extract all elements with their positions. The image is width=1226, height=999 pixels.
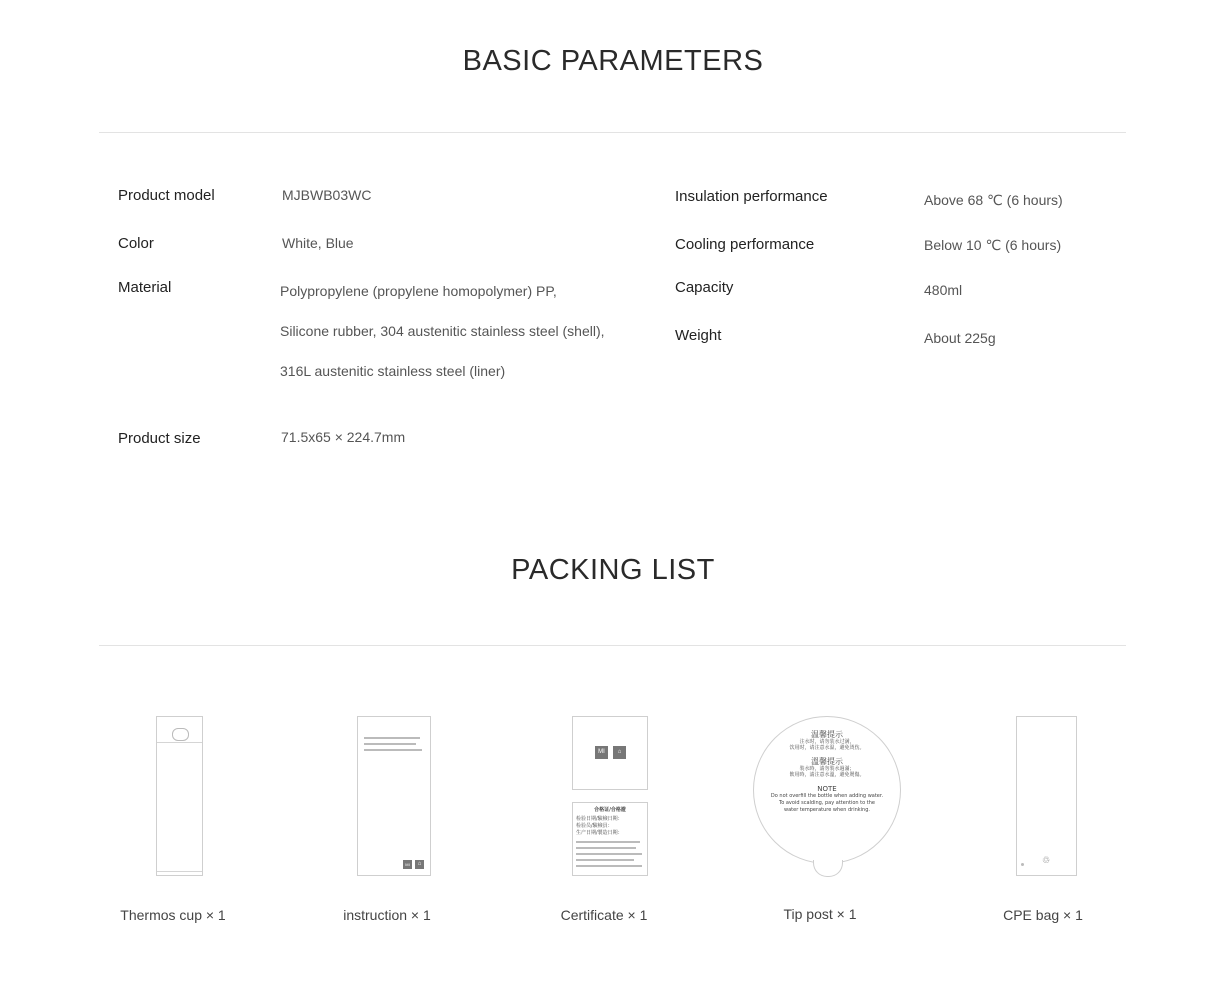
certificate-row: 生产日期/製造日期： — [576, 830, 623, 836]
basic-parameters-title: BASIC PARAMETERS — [462, 45, 764, 77]
section-divider — [99, 645, 1126, 646]
tip-line: 注水时，请勿装水过满， — [799, 739, 855, 745]
param-label: Color — [118, 235, 154, 252]
home-logo-icon: ⌂ — [415, 860, 424, 869]
param-value: Below 10 ℃ (6 hours) — [924, 237, 1062, 253]
param-label: Product model — [118, 187, 215, 204]
tip-line: 飲用時，請注意水溫，避免燙傷。 — [789, 772, 865, 778]
param-label: Cooling performance — [675, 236, 815, 253]
recycle-icon: ♲ — [1042, 855, 1051, 865]
thermos-cup-icon — [156, 716, 203, 876]
param-value-line: Polypropylene (propylene homopolymer) PP, — [280, 283, 557, 299]
tip-line: 裝水時，請勿裝水過滿； — [799, 766, 855, 772]
section-divider — [99, 132, 1126, 133]
param-value: About 225g — [924, 330, 996, 346]
tip-post-tab — [813, 860, 843, 877]
certificate-row: 检验日期/驗檢日期： — [576, 816, 623, 822]
param-label: Material — [118, 279, 172, 296]
param-label: Weight — [675, 327, 722, 344]
packing-item-caption: Certificate × 1 — [560, 907, 648, 923]
param-value-line: 316L austenitic stainless steel (liner) — [280, 363, 506, 379]
param-value: 71.5x65 × 224.7mm — [281, 429, 406, 445]
packing-item-caption: Tip post × 1 — [783, 906, 857, 922]
certificate-heading: 合格证/合格證 — [594, 807, 626, 813]
param-value: MJBWB03WC — [282, 187, 372, 203]
cpe-bag-icon — [1016, 716, 1077, 876]
certificate-label-icon — [572, 802, 648, 876]
param-label: Product size — [118, 430, 201, 447]
mi-logo-icon: MI — [403, 860, 412, 869]
tip-note-line: To avoid scalding, pay attention to the — [779, 800, 875, 806]
tip-post-sticker-icon — [753, 716, 901, 864]
mi-logo-icon: MI — [595, 746, 608, 759]
tip-line: 饮用时，请注意水温，避免烫伤。 — [789, 745, 865, 751]
packing-item-caption: Thermos cup × 1 — [120, 907, 226, 923]
tip-heading: 温馨提示 — [811, 730, 843, 739]
param-value: White, Blue — [282, 235, 354, 251]
certificate-card-icon — [572, 716, 648, 790]
instruction-sheet-icon — [357, 716, 431, 876]
tip-note-line: Do not overfill the bottle when adding water. — [770, 793, 884, 799]
param-value: Above 68 ℃ (6 hours) — [924, 192, 1063, 208]
param-value-line: Silicone rubber, 304 austenitic stainless steel (shell), — [280, 323, 605, 339]
packing-item-caption: CPE bag × 1 — [1003, 907, 1083, 923]
param-value: 480ml — [924, 282, 963, 298]
param-label: Insulation performance — [675, 188, 828, 205]
param-label: Capacity — [675, 279, 734, 296]
tip-heading: 溫馨提示 — [811, 757, 843, 766]
packing-list-title: PACKING LIST — [511, 554, 715, 586]
packing-item-caption: instruction × 1 — [343, 907, 431, 923]
tip-note-line: water temperature when drinking. — [784, 807, 870, 813]
certificate-row: 检验员/驗檢員： — [576, 823, 613, 829]
home-logo-icon: ⌂ — [613, 746, 626, 759]
tip-note-heading: NOTE — [817, 785, 837, 793]
